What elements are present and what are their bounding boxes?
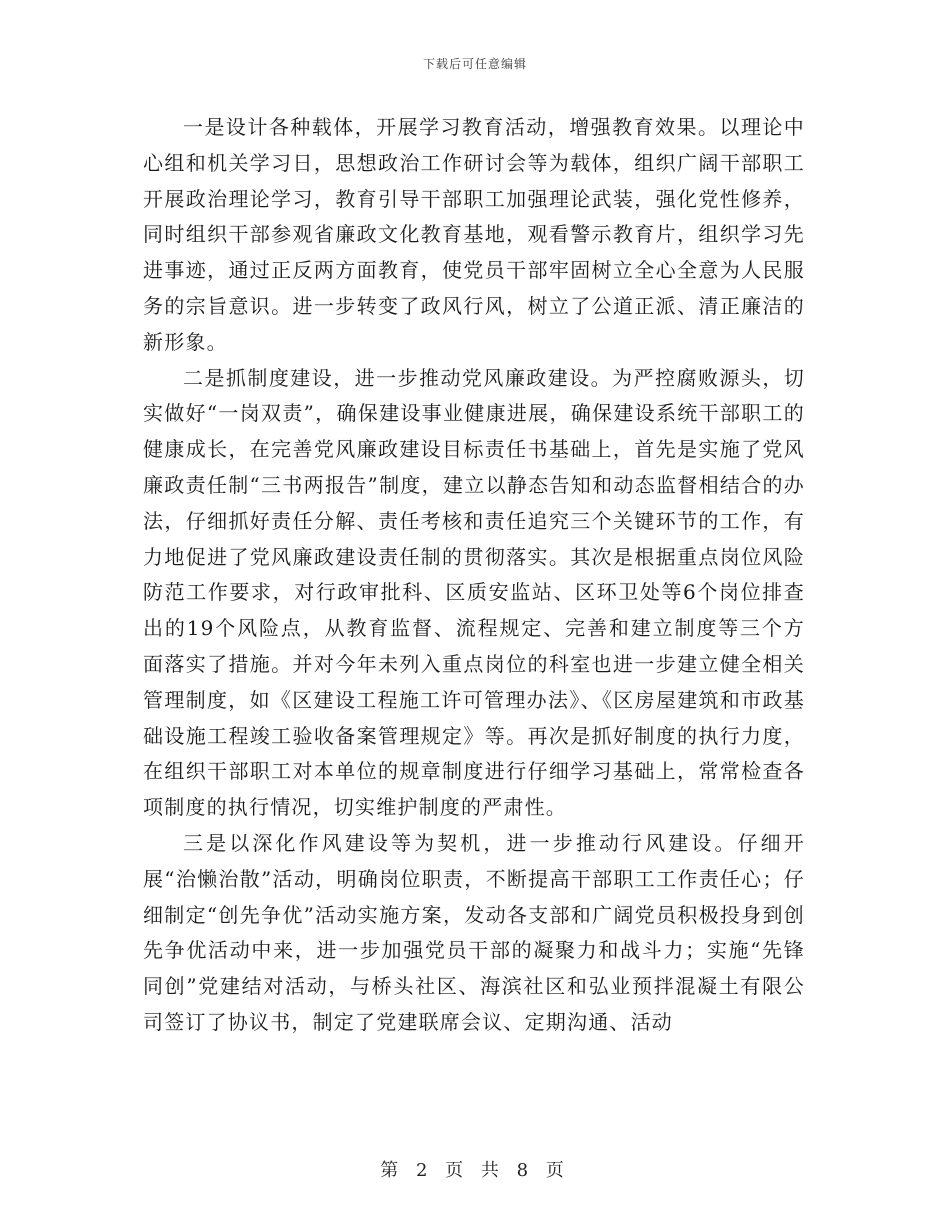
paragraph-1: 一是设计各种载体，开展学习教育活动，增强教育效果。以理论中心组和机关学习日，思想政治工作研讨会等为载体，组织广阔干部职工开展政治理论学习，教育引导干部职工加强理论武装，强化党性修养，同时组织干部参观省廉政文化教育基地，观看警示教育片，组织学习先进事迹，通过正反两方面教育，使党员干部牢固树立全心全意为人民服务的宗旨意识。进一步转变了政风行风，树立了公道正派、清正廉洁的新形象。 [143, 115, 805, 354]
document-body [143, 110, 805, 1041]
page-number-footer: 第 2 页 共 8 页 [380, 1160, 570, 1181]
page-header: 下载后可任意编辑 [422, 57, 527, 71]
paragraph-2: 二是抓制度建设，进一步推动党风廉政建设。为严控腐败源头，切实做好“一岗双责”，确保建设事业健康进展，确保建设系统干部职工的健康成长，在完善党风廉政建设目标责任书基础上，首先是实施了党风廉政责任制“三书两报告”制度，建立以静态告知和动态监督相结合的办法，仔细抓好责任分解、责任考核和责任追究三个关键环节的工作，有力地促进了党风廉政建设责任制的贯彻落实。其次是根据重点岗位风险防范工作要求，对行政审批科、区质安监站、区环卫处等6个岗位排查出的19个风险点，从教育监督、流程规定、完善和建立制度等三个方面落实了措施。并对今年未列入重点岗位的科室也进一步建立健全相关管理制度，如《区建设工程施工许可管理办法》、《区房屋建筑和市政基础设施工程竣工验收备案管理规定》等。再次是抓好制度的执行力度，在组织干部职工对本单位的规章制度进行仔细学习基础上，常常检查各项制度的执行情况，切实维护制度的严肃性。 [143, 365, 805, 820]
paragraph-3: 三是以深化作风建设等为契机，进一步推动行风建设。仔细开展“治懒治散”活动，明确岗位职责，不断提高干部职工工作责任心；仔细制定“创先争优”活动实施方案，发动各支部和广阔党员积极投身到创先争优活动中来，进一步加强党员干部的凝聚力和战斗力；实施“先锋同创”党建结对活动，与桥头社区、海滨社区和弘业预拌混凝土有限公司签订了协议书，制定了党建联席会议、定期沟通、活动 [143, 830, 805, 1034]
